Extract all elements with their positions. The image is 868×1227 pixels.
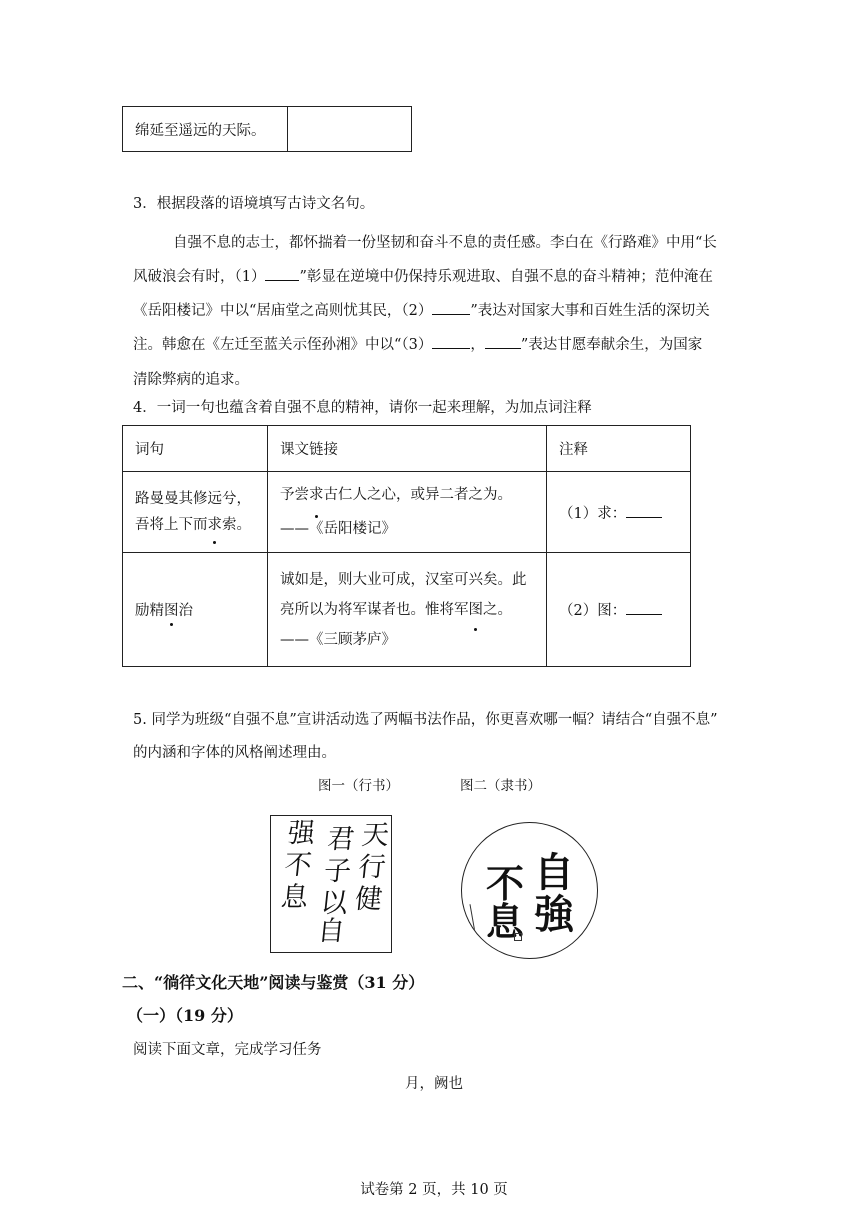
q4-text: 治 bbox=[178, 603, 193, 619]
calli1-char: 君 bbox=[325, 824, 357, 855]
q4-row1-phrase bbox=[123, 472, 268, 553]
q5-line-2: 的内涵和字体的风格阐述理由。 bbox=[133, 745, 336, 761]
q4-note-blank-2[interactable] bbox=[626, 600, 662, 615]
q4-note-label: （1）求： bbox=[559, 505, 627, 522]
q3-blank-2[interactable] bbox=[432, 300, 470, 315]
q3-blank-3a[interactable] bbox=[432, 334, 470, 349]
page-footer: 试卷第 2 页，共 10 页 bbox=[360, 1182, 508, 1198]
calli1-char: 强 bbox=[286, 818, 317, 849]
q4-title: 4．一词一句也蕴含着自强不息的精神，请你一起来理解，为加点词注释 bbox=[133, 400, 592, 416]
calli1-char: 自 bbox=[316, 916, 347, 947]
q4-text: 励精 bbox=[135, 603, 164, 619]
q4-note-label: （2）图： bbox=[559, 603, 627, 619]
calligraphy-figure-1 bbox=[270, 815, 392, 953]
q3-title: 3．根据段落的语境填写古诗文名句。 bbox=[133, 196, 375, 212]
section2-instruction: 阅读下面文章，完成学习任务 bbox=[133, 1042, 322, 1058]
calli2-char: 不 bbox=[486, 862, 525, 906]
q4-header-phrase: 词句 bbox=[123, 426, 268, 472]
dotted-char: 图 bbox=[164, 599, 179, 620]
seal-stamp bbox=[514, 933, 522, 941]
calli1-column-3 bbox=[278, 818, 318, 914]
q3-text: ”表达甘愿奉献余生，为国家 bbox=[520, 337, 703, 353]
q3-line-4 bbox=[133, 333, 702, 354]
q4-row1-note bbox=[547, 472, 691, 553]
q3-text: 风破浪会有时，（1） bbox=[133, 269, 266, 285]
q3-text: 注。韩愈在《左迁至蓝关示侄孙湘》中以“（3） bbox=[133, 337, 433, 353]
calli1-char: 不 bbox=[282, 850, 314, 881]
top-table-cell-2 bbox=[288, 107, 412, 152]
calli2-char: 強 bbox=[534, 892, 574, 938]
dotted-char: 图 bbox=[469, 595, 484, 625]
q4-row2-link bbox=[268, 553, 547, 667]
q3-blank-3b[interactable] bbox=[485, 334, 521, 349]
q4-row2-note bbox=[547, 553, 691, 667]
calli1-char: 子 bbox=[322, 856, 353, 887]
article-title: 月，阙也 bbox=[405, 1076, 463, 1092]
q4-text: 索。 bbox=[222, 517, 251, 533]
calli1-char: 行 bbox=[356, 852, 388, 883]
q4-table bbox=[122, 425, 691, 667]
calli2-char: 息 bbox=[486, 900, 525, 944]
q3-blank-1[interactable] bbox=[265, 266, 299, 281]
calligraphy-figure-2 bbox=[461, 822, 598, 959]
q3-line-5: 清除弊病的追求。 bbox=[133, 372, 249, 388]
calli1-char: 息 bbox=[279, 882, 310, 913]
section2-title: 二、“徜徉文化天地”阅读与鉴赏（31 分） bbox=[122, 973, 425, 992]
calli1-char: 健 bbox=[353, 884, 384, 915]
q3-line-3 bbox=[133, 299, 710, 320]
calli1-column-1 bbox=[352, 820, 392, 916]
dotted-char: 求 bbox=[309, 478, 324, 512]
calli1-column-2 bbox=[314, 824, 357, 948]
q4-text: 古仁人之心，或异二者之为。 bbox=[323, 487, 512, 503]
q4-text: 之。 bbox=[483, 601, 512, 618]
q4-note-blank-1[interactable] bbox=[626, 503, 662, 518]
q3-line-1: 自强不息的志士，都怀揣着一份坚韧和奋斗不息的责任感。李白在《行路难》中用“长 bbox=[173, 235, 717, 251]
fig1-caption: 图一（行书） bbox=[318, 778, 399, 794]
q4-header-link: 课文链接 bbox=[268, 426, 547, 472]
q4-row1-phrase-a: 路曼曼其修远兮， bbox=[135, 491, 251, 507]
signature-mark bbox=[469, 902, 487, 934]
q4-row2-source: ——《三顾茅庐》 bbox=[280, 631, 396, 648]
calli2-char: 自 bbox=[534, 850, 574, 896]
q3-text: ”彰显在逆境中仍保持乐观进取、自强不息的奋斗精神；范仲淹在 bbox=[299, 269, 713, 285]
top-table bbox=[122, 106, 412, 152]
q4-row1-link bbox=[268, 472, 547, 553]
q4-row1-source: ——《岳阳楼记》 bbox=[280, 521, 396, 537]
dotted-char: 求 bbox=[208, 512, 223, 538]
q4-text: 予尝 bbox=[280, 487, 309, 503]
fig2-caption: 图二（隶书） bbox=[460, 778, 541, 794]
q5-line-1: 5. 同学为班级“自强不息”宣讲活动选了两幅书法作品，你更喜欢哪一幅？请结合“自强不息” bbox=[133, 712, 718, 728]
q4-row2-link-line-2 bbox=[280, 595, 534, 625]
calli1-char: 天 bbox=[360, 820, 391, 851]
q4-row2-link-line-1: 诚如是，则大业可成，汉室可兴矣。此 bbox=[280, 571, 527, 588]
top-table-cell-1: 绵延至遥远的天际。 bbox=[123, 107, 288, 152]
q3-text: ”表达对国家大事和百姓生活的深切关 bbox=[470, 303, 710, 319]
q4-text: 亮所以为将军谋者也。惟将军 bbox=[280, 601, 469, 618]
q4-row1-phrase-b bbox=[135, 512, 255, 538]
q4-header-note: 注释 bbox=[547, 426, 691, 472]
q4-row1-link-text bbox=[280, 478, 534, 512]
calli1-char: 以 bbox=[319, 888, 350, 919]
q4-row2-phrase bbox=[123, 553, 268, 667]
section2-subtitle: （一）（19 分） bbox=[127, 1006, 243, 1025]
q3-text: ， bbox=[470, 337, 485, 353]
q3-text: 《岳阳楼记》中以“居庙堂之高则忧其民，（2） bbox=[133, 303, 433, 319]
q3-line-2 bbox=[133, 265, 713, 286]
q4-text: 吾将上下而 bbox=[135, 517, 208, 533]
